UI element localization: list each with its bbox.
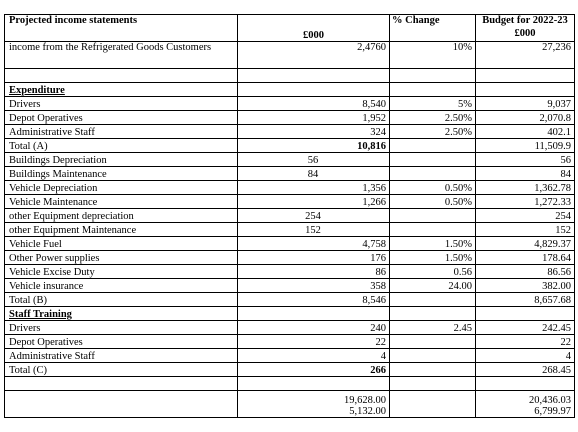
table-row (5, 195, 575, 209)
expenditure-row-label: Vehicle insurance (5, 279, 238, 293)
expenditure-row-pct (390, 209, 476, 223)
expenditure-heading: Expenditure (5, 83, 238, 97)
expenditure-row-label: Total (A) (5, 139, 238, 153)
training-row-pct (390, 363, 476, 377)
expenditure-row-budget: 86.56 (476, 265, 575, 279)
income-budget: 27,236 (476, 42, 575, 69)
expenditure-row-budget: 11,509.9 (476, 139, 575, 153)
table-row (5, 293, 575, 307)
expenditure-row-label: Total (B) (5, 293, 238, 307)
total-value-2: 5,132.00 (349, 406, 386, 417)
expenditure-row-value: 56 (238, 153, 390, 167)
expenditure-row-label: Vehicle Excise Duty (5, 265, 238, 279)
expenditure-row-budget: 402.1 (476, 125, 575, 139)
expenditure-row-label: Administrative Staff (5, 125, 238, 139)
training-row-label: Depot Operatives (5, 335, 238, 349)
expenditure-row-pct (390, 167, 476, 181)
expenditure-row-value: 84 (238, 167, 390, 181)
training-row-label: Administrative Staff (5, 349, 238, 363)
expenditure-row-budget: 152 (476, 223, 575, 237)
training-row-budget: 268.45 (476, 363, 575, 377)
table-row (5, 153, 575, 167)
expenditure-row-value: 86 (238, 265, 390, 279)
table-row (5, 209, 575, 223)
training-row-pct (390, 335, 476, 349)
expenditure-row-label: other Equipment depreciation (5, 209, 238, 223)
training-row-value: 4 (238, 349, 390, 363)
expenditure-row-pct (390, 223, 476, 237)
budget-title: Budget for 2022-23 (482, 15, 568, 26)
training-row-budget: 242.45 (476, 321, 575, 335)
expenditure-row-pct (390, 293, 476, 307)
expenditure-row-label: Vehicle Fuel (5, 237, 238, 251)
expenditure-row-pct (390, 153, 476, 167)
expenditure-row-budget: 56 (476, 153, 575, 167)
expenditure-row-budget: 2,070.8 (476, 111, 575, 125)
expenditure-row-value: 152 (238, 223, 390, 237)
expenditure-row-pct (390, 139, 476, 153)
income-pct: 10% (390, 42, 476, 69)
table-row (5, 237, 575, 251)
budget-header (476, 15, 575, 42)
expenditure-row-pct: 2.50% (390, 111, 476, 125)
expenditure-row-budget: 254 (476, 209, 575, 223)
header-row (5, 15, 575, 42)
expenditure-row-value: 358 (238, 279, 390, 293)
expenditure-row-budget: 1,362.78 (476, 181, 575, 195)
expenditure-row-pct: 2.50% (390, 125, 476, 139)
expenditure-row-value: 324 (238, 125, 390, 139)
expenditure-row-budget: 4,829.37 (476, 237, 575, 251)
income-row (5, 42, 575, 69)
expenditure-row-label: Vehicle Maintenance (5, 195, 238, 209)
expenditure-row-pct: 1.50% (390, 237, 476, 251)
expenditure-row-label: Buildings Depreciation (5, 153, 238, 167)
expenditure-row-pct: 1.50% (390, 251, 476, 265)
expenditure-row-pct: 0.50% (390, 181, 476, 195)
expenditure-row-budget: 1,272.33 (476, 195, 575, 209)
training-heading-row (5, 307, 575, 321)
unit-header-current: £000 (238, 15, 390, 42)
table-row (5, 139, 575, 153)
unit-header-budget: £000 (514, 28, 536, 39)
expenditure-row-pct: 0.50% (390, 195, 476, 209)
table-row (5, 363, 575, 377)
expenditure-row-budget: 84 (476, 167, 575, 181)
expenditure-row-label: Buildings Maintenance (5, 167, 238, 181)
expenditure-heading-row (5, 83, 575, 97)
training-row-label: Total (C) (5, 363, 238, 377)
expenditure-row-pct: 0.56 (390, 265, 476, 279)
training-row-pct (390, 349, 476, 363)
expenditure-row-pct: 24.00 (390, 279, 476, 293)
training-row-pct: 2.45 (390, 321, 476, 335)
totals-budgets (476, 391, 575, 418)
training-row-value: 22 (238, 335, 390, 349)
table-row (5, 321, 575, 335)
income-value: 2,4760 (238, 42, 390, 69)
expenditure-row-value: 254 (238, 209, 390, 223)
training-row-value: 266 (238, 363, 390, 377)
training-row-value: 240 (238, 321, 390, 335)
training-row-budget: 22 (476, 335, 575, 349)
expenditure-row-value: 1,952 (238, 111, 390, 125)
expenditure-row-value: 10,816 (238, 139, 390, 153)
table-row (5, 125, 575, 139)
table-row (5, 181, 575, 195)
table-row (5, 223, 575, 237)
training-row-label: Drivers (5, 321, 238, 335)
totals-values (238, 391, 390, 418)
expenditure-row-value: 4,758 (238, 237, 390, 251)
expenditure-row-pct: 5% (390, 97, 476, 111)
table-row (5, 97, 575, 111)
expenditure-row-value: 1,266 (238, 195, 390, 209)
spacer-row (5, 69, 575, 83)
total-budget-2: 6,799.97 (534, 406, 571, 417)
pct-change-header: % Change (390, 15, 476, 42)
expenditure-row-label: Drivers (5, 97, 238, 111)
income-label: income from the Refrigerated Goods Customers (5, 42, 238, 69)
table-row (5, 251, 575, 265)
expenditure-row-label: Vehicle Depreciation (5, 181, 238, 195)
projected-income-statement-table (4, 14, 574, 418)
expenditure-row-budget: 382.00 (476, 279, 575, 293)
expenditure-row-label: Other Power supplies (5, 251, 238, 265)
table-row (5, 167, 575, 181)
expenditure-row-value: 8,546 (238, 293, 390, 307)
table-row (5, 279, 575, 293)
expenditure-row-label: Depot Operatives (5, 111, 238, 125)
training-heading: Staff Training (5, 307, 238, 321)
table-row (5, 111, 575, 125)
expenditure-row-label: other Equipment Maintenance (5, 223, 238, 237)
table-row (5, 335, 575, 349)
totals-row (5, 391, 575, 418)
expenditure-row-value: 8,540 (238, 97, 390, 111)
total-budget-1: 20,436.03 (529, 395, 571, 406)
spacer-row (5, 377, 575, 391)
total-value-1: 19,628.00 (344, 395, 386, 406)
expenditure-row-budget: 178.64 (476, 251, 575, 265)
table-row (5, 265, 575, 279)
training-row-budget: 4 (476, 349, 575, 363)
expenditure-row-value: 176 (238, 251, 390, 265)
expenditure-row-budget: 8,657.68 (476, 293, 575, 307)
expenditure-row-value: 1,356 (238, 181, 390, 195)
table-row (5, 349, 575, 363)
table-title: Projected income statements (5, 15, 238, 42)
expenditure-row-budget: 9,037 (476, 97, 575, 111)
